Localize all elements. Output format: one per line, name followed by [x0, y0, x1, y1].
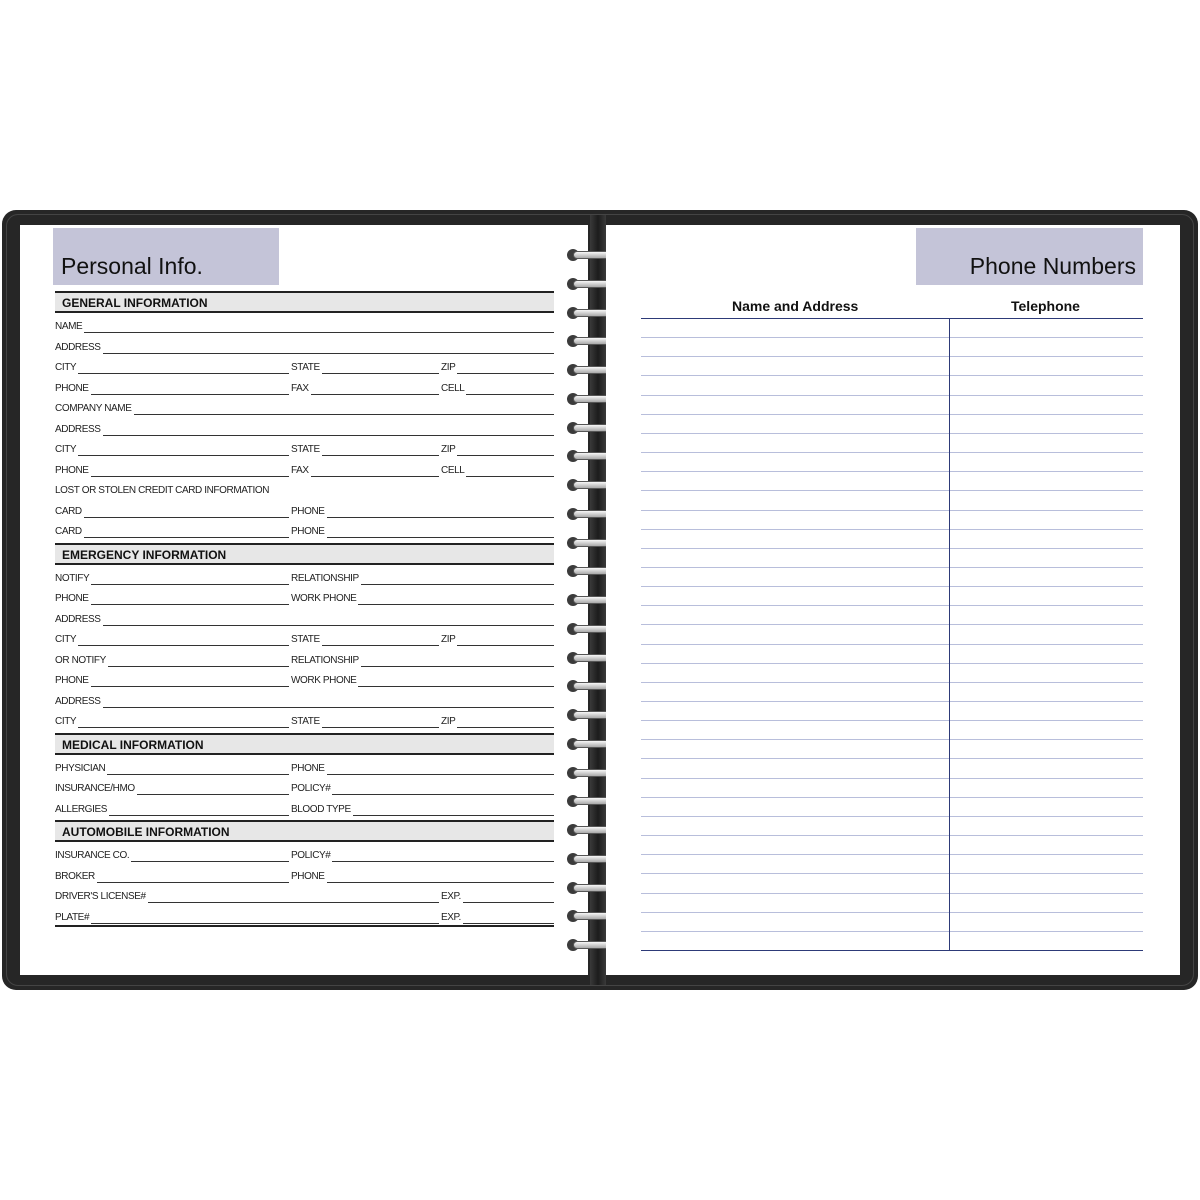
field-input-line[interactable]	[322, 373, 439, 374]
form-bottom-rule	[55, 925, 554, 927]
ruled-line[interactable]	[641, 720, 1143, 721]
field-input-line[interactable]	[103, 353, 554, 354]
field-label-state: STATE	[291, 716, 320, 727]
field-input-line[interactable]	[91, 604, 289, 605]
field-label-relationship: RELATIONSHIP	[291, 572, 359, 584]
field-label-fax: FAX	[291, 464, 309, 476]
field-input-line[interactable]	[97, 882, 289, 883]
ruled-line[interactable]	[641, 873, 1143, 874]
form-row	[55, 910, 554, 924]
field-input-line[interactable]	[457, 727, 554, 728]
form-row	[55, 802, 554, 816]
ruled-line[interactable]	[641, 816, 1143, 817]
field-label-city: CITY	[55, 362, 77, 373]
ruled-line[interactable]	[641, 529, 1143, 530]
form-row	[55, 714, 554, 728]
field-input-line[interactable]	[311, 476, 439, 477]
field-input-line[interactable]	[131, 861, 289, 862]
form-row	[55, 848, 554, 862]
section-header	[55, 291, 554, 313]
personal-info-title-box	[53, 228, 279, 285]
field-label-phone: PHONE	[55, 464, 89, 476]
field-label-phone: PHONE	[55, 675, 89, 686]
page-title: Personal Info.	[61, 253, 203, 279]
field-input-line[interactable]	[332, 861, 554, 862]
field-label-fax: FAX	[291, 382, 309, 394]
field-input-line[interactable]	[84, 332, 554, 333]
field-input-line[interactable]	[358, 686, 554, 687]
field-label-policy: POLICY#	[291, 850, 331, 861]
field-label-address: ADDRESS	[55, 695, 101, 707]
field-label-allergies: ALLERGIES	[55, 803, 107, 815]
ruled-line[interactable]	[641, 471, 1143, 472]
form-row	[55, 673, 554, 687]
field-label-state: STATE	[291, 634, 320, 645]
field-label-work-phone: WORK PHONE	[291, 675, 357, 686]
ruled-line[interactable]	[641, 644, 1143, 645]
field-input-line[interactable]	[327, 882, 554, 883]
ruled-line[interactable]	[641, 701, 1143, 702]
ruled-line[interactable]	[641, 337, 1143, 338]
personal-info-page	[20, 225, 588, 975]
field-input-line[interactable]	[107, 774, 289, 775]
form-row	[55, 340, 554, 354]
field-input-line[interactable]	[91, 476, 289, 477]
ruled-line[interactable]	[641, 510, 1143, 511]
field-label-address: ADDRESS	[55, 423, 101, 435]
field-input-line[interactable]	[103, 625, 554, 626]
ruled-line[interactable]	[641, 931, 1143, 932]
field-input-line[interactable]	[361, 666, 554, 667]
field-label-exp: EXP.	[441, 891, 461, 902]
field-label-zip: ZIP	[441, 444, 456, 455]
field-input-line[interactable]	[134, 414, 554, 415]
ruled-line[interactable]	[641, 395, 1143, 396]
field-label-state: STATE	[291, 362, 320, 373]
form-row	[55, 319, 554, 333]
field-input-line[interactable]	[311, 394, 439, 395]
field-label-city: CITY	[55, 444, 77, 455]
field-label-policy: POLICY#	[291, 783, 331, 794]
field-label-broker: BROKER	[55, 870, 95, 882]
field-label-state: STATE	[291, 444, 320, 455]
form-row	[55, 571, 554, 585]
form-row	[55, 360, 554, 374]
field-input-line[interactable]	[78, 455, 289, 456]
ruled-line[interactable]	[641, 912, 1143, 913]
ruled-line[interactable]	[641, 739, 1143, 740]
field-label-phone: PHONE	[291, 505, 325, 517]
field-label-name: NAME	[55, 321, 83, 332]
section-heading: MEDICAL INFORMATION	[62, 737, 204, 752]
ruled-line[interactable]	[641, 567, 1143, 568]
field-label-phone: PHONE	[291, 762, 325, 774]
field-input-line[interactable]	[457, 373, 554, 374]
ruled-line[interactable]	[641, 605, 1143, 606]
field-input-line[interactable]	[84, 517, 289, 518]
field-input-line[interactable]	[358, 604, 554, 605]
form-row	[55, 381, 554, 395]
ruled-line[interactable]	[641, 548, 1143, 549]
field-label-address: ADDRESS	[55, 341, 101, 353]
field-label-cell: CELL	[441, 464, 465, 476]
form-row	[55, 781, 554, 795]
form-row	[55, 761, 554, 775]
field-label-phone: PHONE	[55, 382, 89, 394]
field-input-line[interactable]	[322, 727, 439, 728]
form-row	[55, 463, 554, 477]
form-row	[55, 889, 554, 903]
field-label-insurance-co: INSURANCE CO.	[55, 850, 130, 861]
field-input-line[interactable]	[148, 902, 439, 903]
field-label-relationship: RELATIONSHIP	[291, 654, 359, 666]
ruled-line	[641, 318, 1143, 319]
form-row	[55, 869, 554, 883]
field-input-line[interactable]	[332, 794, 554, 795]
ruled-line[interactable]	[641, 778, 1143, 779]
field-label-address: ADDRESS	[55, 613, 101, 625]
field-input-line[interactable]	[78, 373, 289, 374]
field-input-line[interactable]	[78, 727, 289, 728]
ruled-line[interactable]	[641, 835, 1143, 836]
field-label-insurance-hmo: INSURANCE/HMO	[55, 783, 135, 794]
field-input-line[interactable]	[91, 923, 439, 924]
ruled-line[interactable]	[641, 452, 1143, 453]
ruled-line[interactable]	[641, 414, 1143, 415]
field-input-line[interactable]	[322, 455, 439, 456]
field-input-line[interactable]	[463, 923, 554, 924]
field-input-line[interactable]	[327, 537, 554, 538]
form-row	[55, 612, 554, 626]
field-label-city: CITY	[55, 716, 77, 727]
field-input-line[interactable]	[137, 794, 289, 795]
field-label-card: CARD	[55, 526, 82, 537]
ruled-line[interactable]	[641, 356, 1143, 357]
form-row	[55, 694, 554, 708]
form-row	[55, 442, 554, 456]
field-label-physician: PHYSICIAN	[55, 762, 106, 774]
field-label-lost-or-stolen-credit-card-information: LOST OR STOLEN CREDIT CARD INFORMATION	[55, 485, 270, 496]
field-label-cell: CELL	[441, 382, 465, 394]
field-input-line[interactable]	[353, 815, 554, 816]
ruled-line[interactable]	[641, 490, 1143, 491]
column-header-name-address: Name and Address	[732, 298, 859, 314]
field-label-or-notify: OR NOTIFY	[55, 654, 106, 666]
ruled-line	[641, 950, 1143, 951]
form-row	[55, 524, 554, 538]
form-row	[55, 653, 554, 667]
field-input-line[interactable]	[327, 774, 554, 775]
field-input-line[interactable]	[91, 686, 289, 687]
field-label-company-name: COMPANY NAME	[55, 403, 132, 414]
phone-numbers-title-box	[916, 228, 1143, 285]
field-label-zip: ZIP	[441, 634, 456, 645]
field-label-plate: PLATE#	[55, 911, 90, 923]
field-input-line[interactable]	[103, 435, 554, 436]
ruled-line[interactable]	[641, 663, 1143, 664]
field-label-card: CARD	[55, 505, 82, 517]
field-input-line[interactable]	[322, 645, 439, 646]
field-label-phone: PHONE	[291, 526, 325, 537]
ruled-line[interactable]	[641, 854, 1143, 855]
ruled-line[interactable]	[641, 433, 1143, 434]
phone-numbers-page	[606, 225, 1180, 975]
form-row	[55, 422, 554, 436]
section-header	[55, 733, 554, 755]
field-label-exp: EXP.	[441, 911, 461, 923]
form-row	[55, 591, 554, 605]
form-row	[55, 483, 554, 497]
field-label-driver-s-license: DRIVER'S LICENSE#	[55, 891, 146, 902]
field-input-line[interactable]	[361, 584, 554, 585]
field-input-line[interactable]	[466, 476, 554, 477]
field-label-blood-type: BLOOD TYPE	[291, 803, 351, 815]
field-label-city: CITY	[55, 634, 77, 645]
form-row	[55, 632, 554, 646]
section-heading: AUTOMOBILE INFORMATION	[62, 825, 230, 839]
field-input-line[interactable]	[466, 394, 554, 395]
field-input-line[interactable]	[109, 815, 289, 816]
ruled-line[interactable]	[641, 682, 1143, 683]
form-row	[55, 504, 554, 518]
field-label-notify: NOTIFY	[55, 572, 90, 584]
section-header	[55, 820, 554, 842]
ruled-line[interactable]	[641, 758, 1143, 759]
section-heading: GENERAL INFORMATION	[62, 296, 208, 310]
page-title: Phone Numbers	[969, 253, 1136, 279]
column-divider	[949, 318, 950, 950]
ruled-line[interactable]	[641, 586, 1143, 587]
field-input-line[interactable]	[108, 666, 289, 667]
field-label-phone: PHONE	[291, 870, 325, 882]
field-input-line[interactable]	[78, 645, 289, 646]
column-header-telephone: Telephone	[1011, 298, 1080, 314]
form-row	[55, 401, 554, 415]
field-input-line[interactable]	[84, 537, 289, 538]
ruled-line[interactable]	[641, 375, 1143, 376]
ruled-line[interactable]	[641, 624, 1143, 625]
field-label-phone: PHONE	[55, 593, 89, 604]
ruled-line[interactable]	[641, 893, 1143, 894]
section-header	[55, 543, 554, 565]
field-input-line[interactable]	[457, 645, 554, 646]
field-input-line[interactable]	[463, 902, 554, 903]
field-label-zip: ZIP	[441, 362, 456, 373]
field-label-zip: ZIP	[441, 716, 456, 727]
field-input-line[interactable]	[91, 584, 289, 585]
field-input-line[interactable]	[103, 707, 554, 708]
field-label-work-phone: WORK PHONE	[291, 593, 357, 604]
section-heading: EMERGENCY INFORMATION	[62, 547, 227, 562]
field-input-line[interactable]	[91, 394, 289, 395]
phone-numbers-table	[641, 318, 1143, 950]
field-input-line[interactable]	[327, 517, 554, 518]
ruled-line[interactable]	[641, 797, 1143, 798]
field-input-line[interactable]	[457, 455, 554, 456]
